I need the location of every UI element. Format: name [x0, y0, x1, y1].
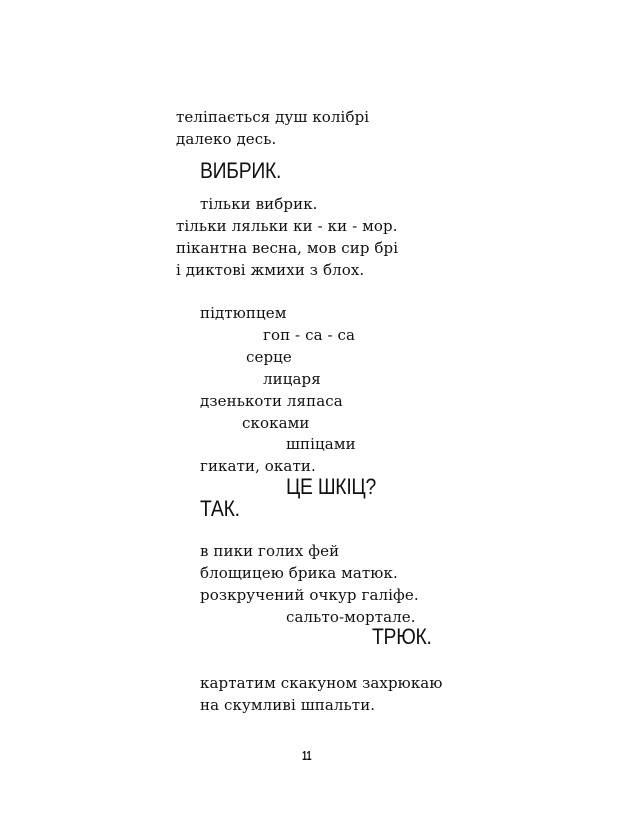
poem-heading-line: ВИБРИК.	[200, 158, 282, 183]
poem-line: картатим скакуном захрюкаю	[200, 674, 443, 692]
poem-line: скоками	[242, 414, 310, 432]
poem-line: сальто-мортале.	[286, 608, 416, 626]
poem-line: на скумливі шпальти.	[200, 696, 376, 714]
poem-line: далеко десь.	[176, 130, 277, 148]
poem-line: теліпається душ колібрі	[176, 108, 370, 126]
poem-line: дзенькоти ляпаса	[200, 392, 343, 410]
poem-line: розкручений очкур галіфе.	[200, 586, 419, 604]
poem-heading-line: ЦЕ ШКІЦ?	[286, 474, 376, 499]
poem-line: в пики голих фей	[200, 542, 340, 560]
poem-line: тільки вибрик.	[200, 195, 318, 213]
poem-line: шпіцами	[286, 435, 356, 453]
poem-heading-line: ТАК.	[200, 496, 240, 521]
poem-line: пікантна весна, мов сир брі	[176, 239, 399, 257]
poem-line: підтюпцем	[200, 304, 287, 322]
poem-line: серце	[246, 348, 292, 366]
poem-line: гоп - са - са	[263, 326, 356, 344]
poem-line: тільки ляльки ки - ки - мор.	[176, 217, 398, 235]
page-number: 11	[302, 748, 312, 763]
poem-line: лицаря	[263, 370, 321, 388]
poem-line: гикати, окати.	[200, 457, 316, 475]
poem-line: блощицею брика матюк.	[200, 564, 398, 582]
poem-heading-line: ТРЮК.	[372, 624, 432, 649]
poem-line: і диктові жмихи з блох.	[176, 261, 365, 279]
